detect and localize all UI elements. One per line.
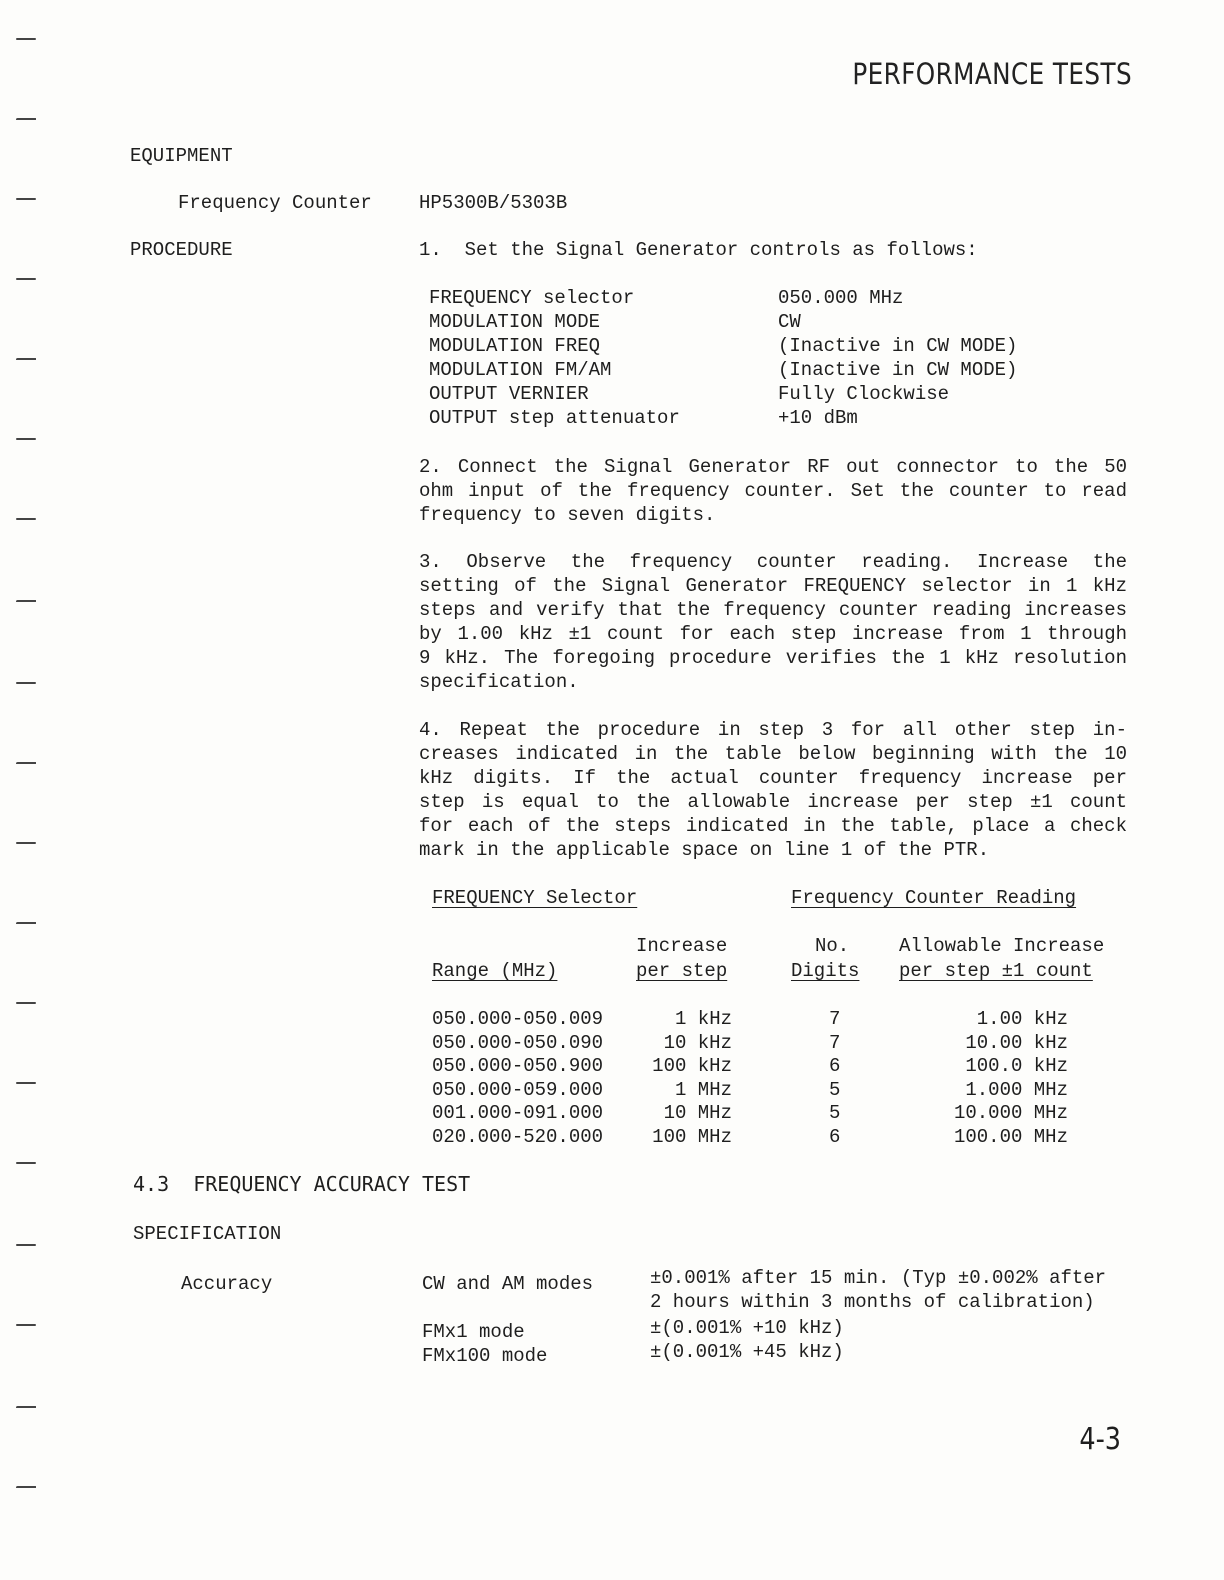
col-digits-header-1: No.	[815, 935, 850, 957]
setting-row	[429, 286, 1069, 310]
cell-increase: 10 MHz	[663, 1102, 732, 1124]
setting-row	[429, 334, 1069, 358]
setting-row	[429, 382, 1069, 406]
cell-range: 020.000-520.000	[432, 1126, 604, 1148]
setting-label: FREQUENCY selector	[429, 287, 635, 309]
margin-mark	[16, 118, 36, 120]
spec-value: 2 hours within 3 months of calibration)	[650, 1291, 1095, 1313]
section-title: 4.3 FREQUENCY ACCURACY TEST	[133, 1172, 471, 1196]
col-digits-header-2: Digits	[791, 960, 860, 982]
setting-value: CW	[778, 311, 801, 333]
setting-label: MODULATION FM/AM	[429, 359, 612, 381]
procedure-heading: PROCEDURE	[130, 239, 233, 261]
cell-range: 050.000-050.009	[432, 1008, 604, 1030]
cell-increase: 1 MHz	[674, 1079, 732, 1101]
margin-mark	[16, 1406, 36, 1408]
page-header: PERFORMANCE TESTS	[852, 57, 1132, 91]
cell-increase: 100 MHz	[652, 1126, 732, 1148]
paragraph-line: for each of the steps indicated in the table, place a check	[419, 815, 1127, 837]
table-group-right-header: Frequency Counter Reading	[791, 887, 1077, 909]
margin-mark	[16, 1324, 36, 1326]
cell-digits: 5	[829, 1079, 841, 1101]
col-increase-header-1: Increase	[636, 935, 728, 957]
margin-mark	[16, 358, 36, 360]
cell-digits: 6	[829, 1055, 841, 1077]
margin-mark	[16, 842, 36, 844]
col-allow-header-2: per step ±1 count	[899, 960, 1093, 982]
setting-value: (Inactive in CW MODE)	[778, 359, 1018, 381]
spec-value: ±0.001% after 15 min. (Typ ±0.002% after	[650, 1267, 1107, 1289]
setting-value: Fully Clockwise	[778, 383, 950, 405]
equipment-heading: EQUIPMENT	[130, 145, 233, 167]
margin-mark	[16, 922, 36, 924]
setting-label: MODULATION MODE	[429, 311, 601, 333]
procedure-step-1: 1. Set the Signal Generator controls as follows:	[419, 239, 978, 261]
cell-digits: 6	[829, 1126, 841, 1148]
paragraph-line: by 1.00 kHz ±1 count for each step increase from 1 through	[419, 623, 1127, 645]
cell-digits: 5	[829, 1102, 841, 1124]
cell-increase: 1 kHz	[674, 1008, 732, 1030]
procedure-step-3	[419, 550, 1127, 694]
setting-value: 050.000 MHz	[778, 287, 904, 309]
spec-value: ±(0.001% +45 kHz)	[650, 1341, 844, 1363]
table-group-left-header: FREQUENCY Selector	[432, 887, 638, 909]
margin-mark	[16, 762, 36, 764]
paragraph-line: mark in the applicable space on line 1 of the PTR.	[419, 839, 990, 861]
paragraph-line: kHz digits. If the actual counter frequency increase per	[419, 767, 1127, 789]
setting-row	[429, 406, 1069, 430]
setting-value: +10 dBm	[778, 407, 858, 429]
margin-mark	[16, 1244, 36, 1246]
cell-allowable: 1.00 kHz	[976, 1008, 1068, 1030]
spec-mode: FMx1 mode	[422, 1321, 525, 1343]
cell-allowable: 100.0 kHz	[965, 1055, 1068, 1077]
procedure-step-4	[419, 718, 1127, 862]
equipment-item-label: Frequency Counter	[178, 192, 372, 214]
paragraph-line: step is equal to the allowable increase per step ±1 count	[419, 791, 1127, 813]
margin-mark	[16, 682, 36, 684]
col-increase-header-2: per step	[636, 960, 728, 982]
setting-row	[429, 310, 1069, 334]
cell-allowable: 100.00 MHz	[953, 1126, 1068, 1148]
paragraph-line: creases indicated in the table below beginning with the 10	[419, 743, 1127, 765]
col-allow-header-1: Allowable Increase	[899, 935, 1105, 957]
cell-increase: 10 kHz	[663, 1032, 732, 1054]
paragraph-line: specification.	[419, 671, 579, 693]
setting-label: OUTPUT step attenuator	[429, 407, 680, 429]
cell-increase: 100 kHz	[652, 1055, 732, 1077]
cell-range: 001.000-091.000	[432, 1102, 604, 1124]
paragraph-line: setting of the Signal Generator FREQUENCY selector in 1 kHz	[419, 575, 1127, 597]
margin-mark	[16, 198, 36, 200]
paragraph-line: 4. Repeat the procedure in step 3 for all other step in-	[419, 719, 1127, 741]
margin-mark	[16, 438, 36, 440]
paragraph-line: steps and verify that the frequency counter reading increases	[419, 599, 1127, 621]
paragraph-line: 2. Connect the Signal Generator RF out connector to the 50	[419, 456, 1127, 478]
margin-mark	[16, 518, 36, 520]
accuracy-label: Accuracy	[181, 1273, 273, 1295]
margin-mark	[16, 1486, 36, 1488]
margin-mark	[16, 600, 36, 602]
paragraph-line: ohm input of the frequency counter. Set the counter to read	[419, 480, 1127, 502]
spec-mode: CW and AM modes	[422, 1273, 594, 1295]
cell-digits: 7	[829, 1008, 841, 1030]
cell-digits: 7	[829, 1032, 841, 1054]
cell-range: 050.000-059.000	[432, 1079, 604, 1101]
margin-mark	[16, 1002, 36, 1004]
cell-range: 050.000-050.090	[432, 1032, 604, 1054]
margin-mark	[16, 278, 36, 280]
setting-row	[429, 358, 1069, 382]
spec-mode: FMx100 mode	[422, 1345, 548, 1367]
cell-range: 050.000-050.900	[432, 1055, 604, 1077]
margin-mark	[16, 1162, 36, 1164]
paragraph-line: 9 kHz. The foregoing procedure verifies the 1 kHz resolution	[419, 647, 1127, 669]
setting-label: MODULATION FREQ	[429, 335, 601, 357]
paragraph-line: 3. Observe the frequency counter reading. Increase the	[419, 551, 1127, 573]
cell-allowable: 10.000 MHz	[953, 1102, 1068, 1124]
col-range-header: Range (MHz)	[432, 960, 558, 982]
paragraph-line: frequency to seven digits.	[419, 504, 716, 526]
page-number: 4-3	[1079, 1422, 1121, 1457]
specification-heading: SPECIFICATION	[133, 1223, 282, 1245]
margin-mark	[16, 1082, 36, 1084]
equipment-item-value: HP5300B/5303B	[419, 192, 568, 214]
setting-value: (Inactive in CW MODE)	[778, 335, 1018, 357]
settings-list	[429, 286, 1069, 430]
spec-value: ±(0.001% +10 kHz)	[650, 1317, 844, 1339]
setting-label: OUTPUT VERNIER	[429, 383, 589, 405]
margin-mark	[16, 38, 36, 40]
cell-allowable: 10.00 kHz	[965, 1032, 1068, 1054]
cell-allowable: 1.000 MHz	[965, 1079, 1068, 1101]
procedure-step-2	[419, 455, 1127, 527]
